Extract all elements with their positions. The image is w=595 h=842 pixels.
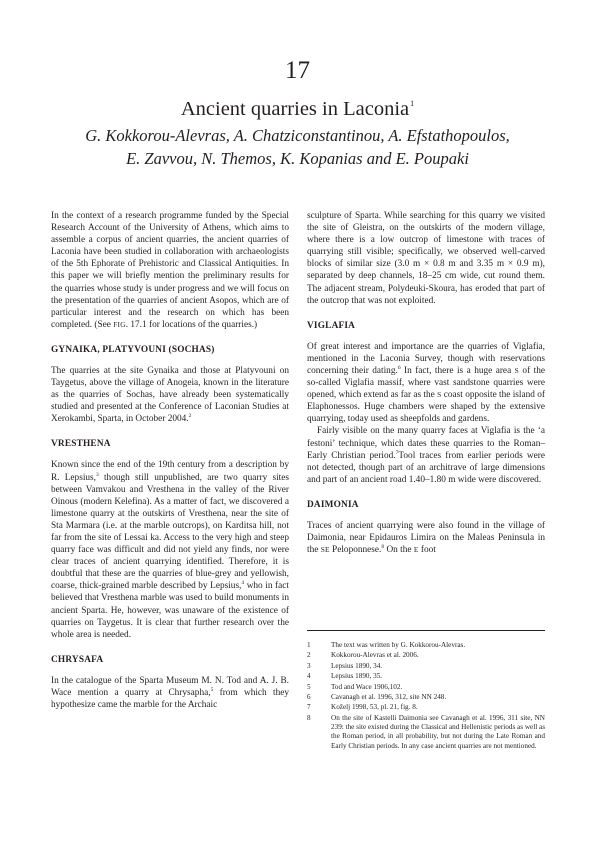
footnote-text: Koželj 1998, 53, pl. 21, fig. 8. — [331, 703, 418, 712]
chapter-title-text: Ancient quarries in Laconia — [180, 98, 410, 120]
footnote-number: 5 — [307, 682, 311, 691]
vresthena-text-a: Known since the end of the 19th century from a description by R. Lepsius, — [51, 460, 289, 483]
footnote-item — [307, 651, 545, 660]
vresthena-text-c: who in fact believed that Vresthena marble was used to build monuments in ancient Sparta. He, however, was unaware of the existence of quarries on Taygetus. It is clear that further research over the whole area is needed. — [51, 581, 289, 640]
footnote-text: Lepsius 1890, 34. — [331, 661, 383, 670]
title-footnote-ref[interactable]: 1 — [410, 99, 415, 108]
chrysafa-text-a: In the catalogue of the Sparta Museum M. N. Tod and A. J. B. Wace mention a quarry at Chrysapha, — [51, 675, 289, 698]
footnote-ref-4[interactable]: 4 — [241, 580, 245, 587]
author-list — [40, 124, 555, 170]
viglafia-text-b: In fact, there is a huge area — [400, 365, 515, 376]
daimonia-paragraph — [307, 520, 545, 556]
section-heading-gynaika: GYNAIKA, PLATYVOUNI (SOCHAS) — [51, 344, 215, 355]
footnote-divider — [307, 630, 545, 631]
footnote-number: 3 — [307, 661, 311, 670]
direction-southeast: SE — [320, 545, 330, 555]
footnote-item — [307, 703, 545, 712]
section-heading-chrysafa: CHRYSAFA — [51, 654, 104, 665]
footnote-text: Tod and Wace 1906,102. — [331, 682, 403, 691]
figure-ref-label[interactable]: FIG — [113, 319, 126, 329]
chrysafa-paragraph-continued — [307, 210, 545, 307]
footnote-ref-5[interactable]: 5 — [210, 686, 214, 693]
footnote-number: 2 — [307, 651, 311, 660]
footnote-ref-8[interactable]: 8 — [381, 544, 385, 551]
direction-south-1: S — [514, 365, 519, 375]
footnote-ref-6[interactable]: 6 — [397, 364, 401, 371]
footnote-number: 7 — [307, 703, 311, 712]
daimonia-text-d: foot — [418, 545, 436, 556]
section-heading-daimonia: DAIMONIA — [307, 499, 359, 510]
viglafia-text-f: Tool traces from earlier periods were not detected, though part of an architrave of large dimensions and part of an ancient road 1.40–1.80 m wide were discovered. — [307, 450, 545, 485]
footnote-text: The text was written by G. Kokkorou-Alevras. — [331, 641, 466, 649]
footnote-item — [307, 714, 545, 751]
authors-line-2: E. Zavvou, N. Themos, K. Kopanias and E. Poupaki — [126, 149, 469, 168]
section-heading-vresthena: VRESTHENA — [51, 439, 111, 450]
daimonia-text-a: Traces of ancient quarrying were also found in the village of Daimonia, near Epidauros Limira on the Maleas Peninsula in the — [307, 520, 545, 556]
footnote-ref-7[interactable]: 7 — [395, 449, 399, 456]
chapter-number: 17 — [285, 57, 310, 84]
footnote-ref-3[interactable]: 3 — [96, 471, 99, 478]
footnote-item — [307, 693, 545, 702]
footnote-item — [307, 683, 545, 692]
daimonia-text-c: On the — [384, 545, 414, 556]
direction-south-2: S — [437, 390, 442, 400]
chapter-title — [0, 91, 595, 122]
footnote-number: 1 — [307, 641, 311, 649]
footnote-item — [307, 672, 545, 681]
intro-text-a: In the context of a research programme funded by the Special Research Account of the University of Athens, which aims to assemble a corpus of ancient quarries, the ancient quarries of Laconia have been studied in collaboration with archaeologists of the 5th Ephorate of Prehistoric and Classical Antiquities. In this paper we will briefly mention the preliminary results for the quarries whose study is under progress and we will focus on the presentation of the quarries of ancient Asopos, which are of particular interest and the research on which has been completed. (See — [51, 211, 289, 330]
footnote-text: Cavanagh et al. 1996, 312, site NN 248. — [331, 692, 447, 701]
chrysafa-paragraph-start — [51, 675, 289, 711]
footnote-number: 6 — [307, 692, 311, 701]
footnote-ref-2[interactable]: 2 — [188, 413, 192, 420]
section-heading-viglafia: VIGLAFIA — [307, 320, 356, 331]
gynaika-text: The quarries at the site Gynaika and those at Platyvouni on Taygetus, above the village of Anogeia, known in the literature as the quarries of Sochas, have already been systematically studied and presented at the Conference of Laconian Studies at Xerokambi, Sparta, in October 2004. — [51, 365, 289, 425]
footnote-number: 8 — [307, 713, 311, 722]
viglafia-text-c: of the so-called Viglafia massif, where vast sandstone quarries were opened, which extend as far as the — [307, 365, 545, 401]
viglafia-text-a: Of great interest and importance are the quarries of Viglafia, mentioned in the Laconia Survey, though with reservations concerning their dating. — [307, 341, 545, 376]
viglafia-paragraph-2 — [307, 425, 545, 485]
daimonia-text-b: Peloponnese. — [329, 545, 382, 556]
footnote-text: Kokkorou-Alevras et al. 2006. — [331, 651, 419, 660]
left-column — [51, 210, 289, 711]
intro-paragraph — [51, 210, 289, 331]
intro-text-b: . 17.1 for locations of the quarries.) — [125, 319, 258, 330]
footnote-item — [307, 662, 545, 671]
direction-east: E — [413, 545, 419, 555]
viglafia-text-e: Fairly visible on the many quarry faces at Viglafia is the ‘a festoni’ technique, which dates these quarries to the Roman–Early Christian period. — [307, 426, 545, 461]
chrysafa-text-b-start: from which they hypothesize came the marble for the Archaic — [51, 687, 290, 710]
footnote-item — [307, 641, 545, 650]
gynaika-paragraph — [51, 365, 289, 425]
right-column — [307, 210, 545, 556]
viglafia-text-d: coast opposite the island of Elaphonessos. Huge chambers were shaped by the extensive quarrying, today used as sheepfolds and gardens. — [307, 390, 545, 425]
authors-line-1: G. Kokkorou-Alevras, A. Chatziconstantinou, A. Efstathopoulos, — [85, 126, 510, 145]
chrysafa-text-b-end: sculpture of Sparta. While searching for this quarry we visited the site of Gleistra, on the outskirts of the modern village, where there is a low outcrop of limestone with traces of quarrying still visible; specifically, we observed well-carved blocks of similar size (3.0 m × 0.8 m and 3.35 m × 0.9 m), separated by deep channels, 18–25 cm wide, cut round them. The adjacent stream, Polydeuki-Skoura, has eroded that part of the outcrop that was not exploited. — [307, 211, 545, 306]
footnote-text: Lepsius 1890, 35. — [331, 672, 383, 681]
footnotes — [307, 641, 545, 752]
vresthena-paragraph — [51, 459, 289, 640]
viglafia-paragraph-1 — [307, 341, 545, 426]
footnote-number: 4 — [307, 672, 311, 681]
vresthena-text-b: though still unpublished, are two quarry sites between Vamvakou and Vresthena in the valley of the River Oinous (modern Kelefina). As a matter of fact, we discovered a limestone quarry at the outskirts of Vresthena, near the site of Sta Marmara (i.e. at the marble outcrops), on Karditsa hill, not far from the site of Lessai ka. Access to the very high and steep quarry face was difficult and did not yield any finds, nor were clear traces of ancient quarrying identified. Therefore, it is doubtful that these are the quarries of blue-grey and yellowish, coarse, thick-grained marble described by Lepsius, — [51, 472, 289, 592]
footnote-text: On the site of Kastelli Daimonia see Cavanagh et al. 1996, 311 site, NN 239: the site existed during the Classical and Hellenistic periods as well as the Roman period, in all probability, but not during the Late Roman and Early Christian periods. In any case ancient quarries are not mentioned. — [331, 713, 545, 750]
